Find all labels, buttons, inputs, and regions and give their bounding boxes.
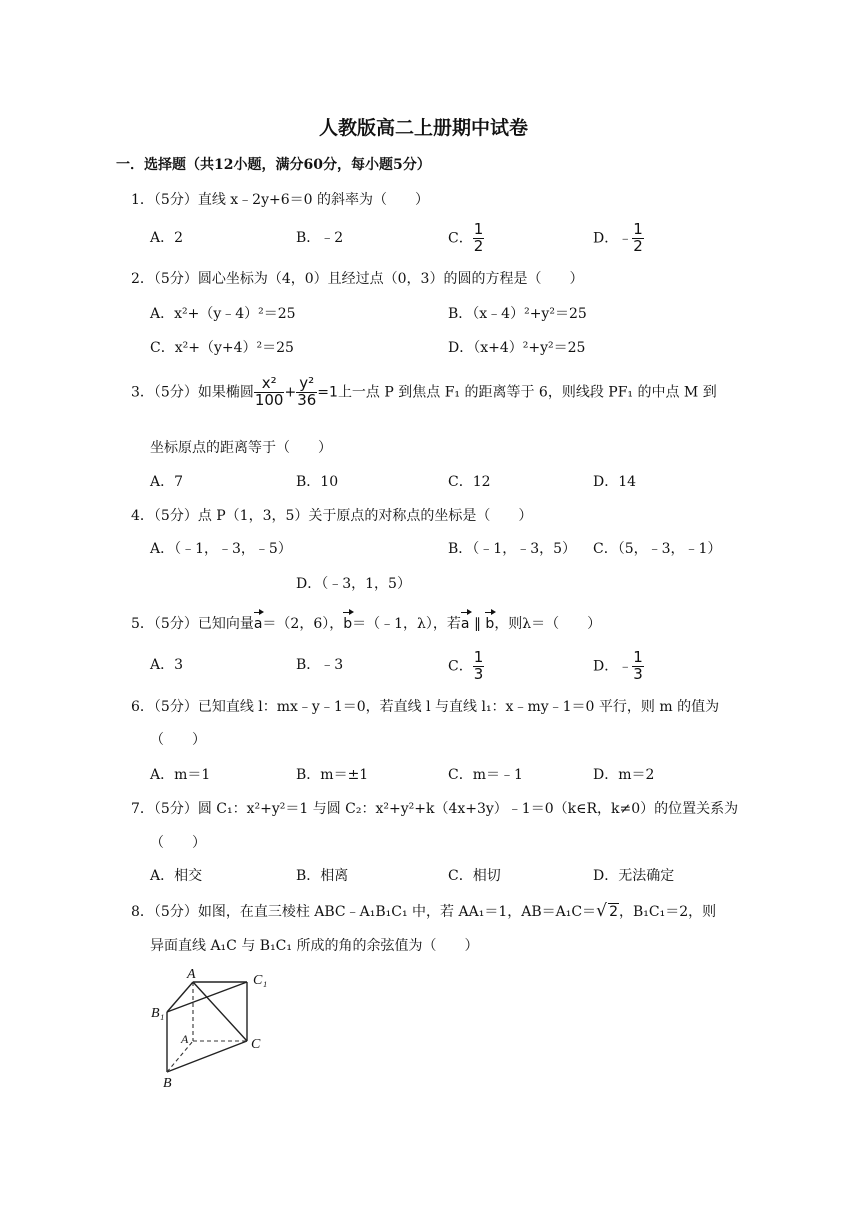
q2-option-c: C．x²+（y+4）²＝25 (150, 340, 294, 356)
prism-figure (145, 962, 285, 1092)
question-7-stem-line2: （ ） (150, 835, 206, 851)
q6-option-a: A．m＝1 (150, 767, 211, 783)
q2-option-a: A．x²+（y﹣4）²＝25 (150, 306, 296, 322)
question-3-stem-line2: 坐标原点的距离等于（ ） (150, 440, 332, 456)
q8-stem-prefix: 8．（5分）如图，在直三棱柱 ABC﹣A₁B₁C₁ 中，若 AA₁＝1，AB＝A₁C＝ (131, 904, 597, 920)
label-a: A (181, 1032, 189, 1046)
q5-d-numerator: 1 (633, 648, 643, 666)
q3-fraction-x-den: 100 (254, 390, 284, 409)
q1-c-numerator: 1 (473, 220, 484, 238)
q7-option-c: C．相切 (448, 868, 501, 884)
q5-vector-b-2: b (485, 616, 495, 632)
q5-option-d-fraction (632, 650, 644, 683)
q3-fraction-y-num: y² (296, 376, 317, 393)
q4-option-a: A．（﹣1，﹣3，﹣5） (150, 541, 292, 557)
q7-option-a: A．相交 (150, 868, 203, 884)
q5-vector-b-value: ＝（﹣1，λ），若 (352, 616, 461, 632)
q5-option-b: B．﹣3 (296, 657, 344, 673)
label-c: C (251, 1037, 261, 1052)
q8-sqrt-value: 2 (609, 904, 618, 920)
question-7-stem: 7．（5分）圆 C₁：x²+y²＝1 与圆 C₂：x²+y²+k（4x+3y）﹣1＝0（k∈R，k≠0）的位置关系为 (131, 801, 739, 817)
q3-equals-one: =1 (317, 384, 338, 401)
q4-option-b: B．（﹣1，﹣3，5） (448, 541, 577, 557)
q1-option-c-fraction (473, 222, 485, 255)
q7-option-b: B．相离 (296, 868, 349, 884)
q1-d-denominator: 2 (633, 236, 643, 255)
label-a1: A (187, 967, 196, 982)
q7-option-d: D．无法确定 (593, 868, 675, 884)
sqrt-sign-icon: √ (596, 901, 607, 921)
q5-c-denominator: 3 (473, 664, 484, 683)
q5-option-c-label: C． (448, 658, 473, 675)
label-c1: C₁ (253, 973, 268, 988)
label-b1: B₁ (151, 1006, 165, 1021)
edge-a1-c (193, 982, 247, 1041)
question-6-stem: 6．（5分）已知直线 l：mx﹣y﹣1＝0，若直线 l 与直线 l₁：x﹣my﹣1＝0 平行，则 m 的值为 (131, 699, 720, 715)
q3-stem-suffix: 上一点 P 到焦点 F₁ 的距离等于 6，则线段 PF₁ 的中点 M 到 (337, 384, 717, 401)
q5-option-c-fraction (473, 650, 485, 683)
q5-option-d (593, 650, 644, 683)
q5-c-numerator: 1 (473, 648, 484, 666)
q1-option-d-label: D．﹣ (593, 230, 633, 247)
q5-vector-a-value: ＝（2，6）， (262, 616, 344, 632)
q1-option-d (593, 222, 644, 255)
q3-stem-prefix: 3．（5分）如果椭圆 (131, 384, 254, 401)
question-6-stem-line2: （ ） (150, 732, 206, 748)
q5-d-denominator: 3 (633, 664, 643, 683)
q5-parallel-sign: ∥ (469, 616, 486, 632)
q5-vector-b: b (343, 616, 353, 632)
q5-stem-end: ，则λ＝（ ） (494, 616, 602, 632)
q5-stem-prefix: 5．（5分）已知向量 (131, 616, 254, 632)
q3-fraction-y-den: 36 (297, 390, 317, 409)
question-5-stem (131, 617, 601, 631)
q5-option-d-label: D．﹣ (593, 658, 633, 675)
q5-vector-a-2: a (460, 616, 470, 632)
q6-option-b: B．m＝±1 (296, 767, 369, 783)
question-4-stem: 4．（5分）点 P（1，3，5）关于原点的对称点的坐标是（ ） (131, 508, 533, 524)
q5-option-c (448, 650, 484, 683)
q1-option-b: B．﹣2 (296, 230, 344, 246)
edge-b-c (167, 1041, 247, 1072)
q1-option-d-fraction (632, 222, 644, 255)
q6-option-c: C．m＝﹣1 (448, 767, 523, 783)
q3-fraction-x-num: x² (254, 376, 285, 393)
q5-vector-a: a (253, 616, 263, 632)
question-8-stem (131, 901, 717, 921)
q3-option-b: B．10 (296, 474, 339, 490)
q3-fraction-x (254, 376, 285, 409)
q3-plus: + (284, 384, 297, 401)
q3-fraction-y (296, 376, 317, 409)
q1-c-denominator: 2 (473, 236, 484, 255)
q1-option-c-label: C． (448, 230, 473, 247)
q4-option-d: D．（﹣3，1，5） (296, 576, 411, 592)
question-2-stem: 2．（5分）圆心坐标为（4，0）且经过点（0，3）的圆的方程是（ ） (131, 271, 584, 287)
section-heading: 一．选择题（共12小题，满分60分，每小题5分） (116, 157, 431, 173)
question-8-stem-line2: 异面直线 A₁C 与 B₁C₁ 所成的角的余弦值为（ ） (150, 938, 479, 954)
q1-d-numerator: 1 (633, 220, 643, 238)
page-title: 人教版高二上册期中试卷 (319, 117, 529, 139)
q8-sqrt-expression (596, 901, 619, 921)
label-b: B (163, 1076, 172, 1091)
question-1-stem: 1．（5分）直线 x﹣2y+6＝0 的斜率为（ ） (131, 192, 429, 208)
q6-option-d: D．m＝2 (593, 767, 655, 783)
question-3-stem (131, 376, 717, 409)
q3-option-d: D．14 (593, 474, 637, 490)
q2-option-b: B．（x﹣4）²+y²＝25 (448, 306, 587, 322)
q3-option-c: C．12 (448, 474, 491, 490)
q2-option-d: D．（x+4）²+y²＝25 (448, 340, 586, 356)
q1-option-a: A．2 (150, 230, 184, 246)
q3-option-a: A．7 (150, 474, 184, 490)
q4-option-c: C．（5，﹣3，﹣1） (593, 541, 722, 557)
q5-option-a: A．3 (150, 657, 184, 673)
q8-stem-suffix: ，B₁C₁＝2，则 (618, 904, 717, 920)
q1-option-c (448, 222, 484, 255)
